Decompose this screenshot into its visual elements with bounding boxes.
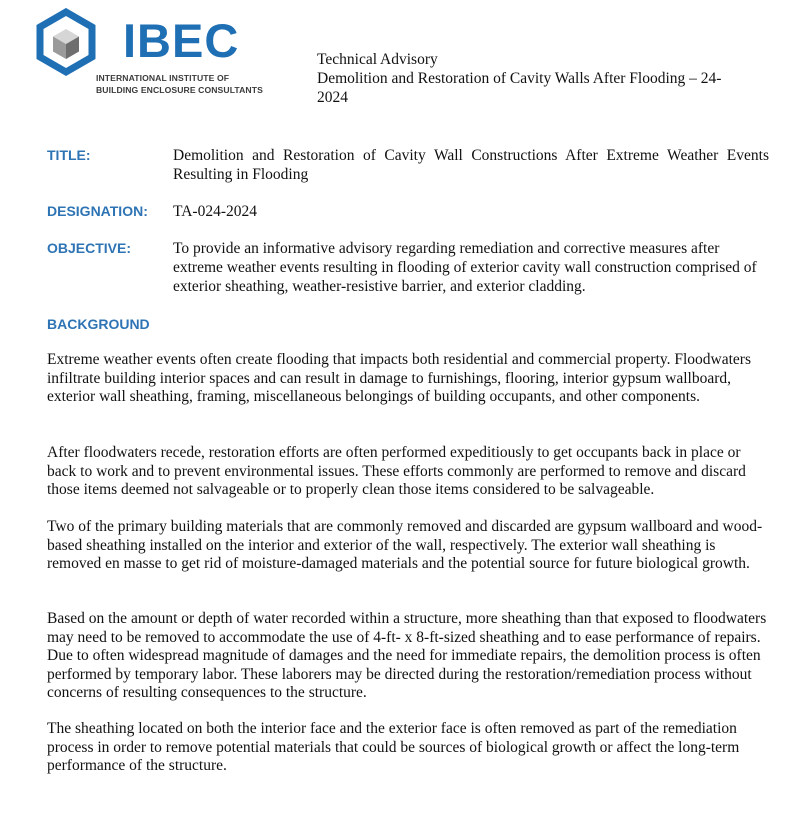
designation-value: TA-024-2024: [173, 203, 257, 220]
logo-subtitle: [96, 72, 263, 96]
advisory-type: Technical Advisory: [317, 51, 438, 68]
background-paragraph: After floodwaters recede, restoration efforts are often performed expeditiously to get occupants back in place or back to work and to prevent environmental issues. These efforts commonly are performed to remove and discard those items deemed not salvageable or to properly clean those items considered to be salvageable.: [47, 444, 746, 498]
background-heading: BACKGROUND: [47, 316, 150, 332]
background-paragraph: The sheathing located on both the interior face and the exterior face is often removed as part of the remediation process in order to remove potential materials that could be sources of biological growth or affect the long-term performance of the structure.: [47, 720, 740, 774]
title-label: TITLE:: [47, 147, 91, 163]
logo-subtitle-line2: BUILDING ENCLOSURE CONSULTANTS: [96, 85, 263, 95]
logo-wordmark: IBEC: [123, 14, 240, 67]
background-paragraph: Based on the amount or depth of water recorded within a structure, more sheathing than that exposed to floodwaters may need to be removed to accommodate the use of 4-ft- x 8-ft-sized sheathing and to ease performance of repairs. Due to often widespread magnitude of damages and the need for immediate repairs, the demolition process is often performed by temporary labor. These laborers may be directed during the restoration/remediation process without concerns of resulting consequences to the structure.: [47, 610, 767, 701]
logo-subtitle-line1: INTERNATIONAL INSTITUTE OF: [96, 73, 230, 83]
background-paragraph: Extreme weather events often create flooding that impacts both residential and commercial property. Floodwaters infiltrate building interior spaces and can result in damage to furnishings, flooring, interior gypsum wallboard, exterior wall sheathing, framing, miscellaneous belongings of building occupants, and other components.: [47, 351, 751, 405]
designation-label: DESIGNATION:: [47, 203, 148, 219]
objective-label: OBJECTIVE:: [47, 240, 132, 256]
objective-value: To provide an informative advisory regarding remediation and corrective measures after extreme weather events resulting in flooding of exterior cavity wall construction comprised of exterior sheathing, weather-resistive barrier, and exterior cladding.: [173, 240, 757, 295]
title-value: Demolition and Restoration of Cavity Wall Constructions After Extreme Weather Events Resulting in Flooding: [173, 147, 769, 183]
advisory-header: [317, 50, 757, 107]
advisory-title-line2: 2024: [317, 89, 348, 106]
advisory-title-line1: Demolition and Restoration of Cavity Walls After Flooding – 24-: [317, 70, 722, 87]
ibec-logo: [36, 8, 263, 100]
background-paragraph: Two of the primary building materials that are commonly removed and discarded are gypsum wallboard and wood-based sheathing installed on the interior and exterior of the wall, respectively. The exterior wall sheathing is removed en masse to get rid of moisture-damaged materials and the potential source for future biological growth.: [47, 518, 763, 572]
hexagon-cube-logo-icon: [36, 8, 96, 88]
